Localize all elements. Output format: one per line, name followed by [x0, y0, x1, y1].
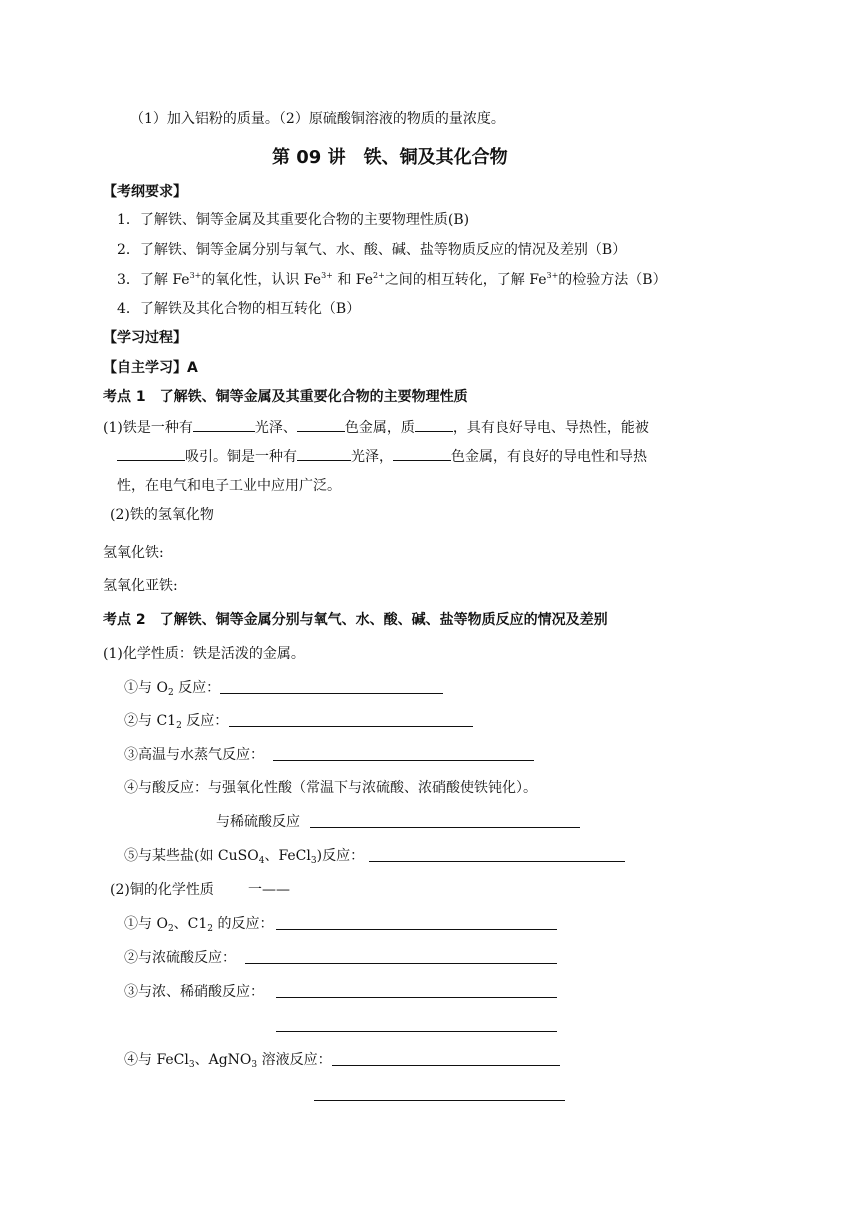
paragraph-continued-2: 性，在电气和电子工业中应用广泛。	[117, 478, 341, 494]
copper-reaction-conc-sulfuric: ②与浓硫酸反应：	[124, 950, 236, 966]
copper-reaction-o2-cl2: ①与 $O_2$、$C1_2$ 的反应：	[124, 916, 274, 934]
copper-chemical-properties: (2)铜的化学性质	[110, 882, 214, 898]
section-heading-self-study: 【自主学习】A	[103, 360, 198, 376]
answer-line[interactable]	[229, 726, 473, 727]
dash-decoration: 一——	[248, 882, 290, 898]
answer-line[interactable]	[314, 1100, 565, 1101]
fill-blank[interactable]	[297, 446, 351, 461]
iron-hydroxide-heading: (2)铁的氢氧化物	[110, 507, 214, 523]
answer-line[interactable]	[332, 1065, 560, 1066]
reaction-cl2: ②与 $C1_2$ 反应：	[124, 713, 229, 731]
reaction-salts: ⑤与某些盐(如 CuSO$_4$、FeCl$_3$)反应：	[124, 848, 365, 866]
question-line: （1）加入铝粉的质量。（2）原硫酸铜溶液的物质的量浓度。	[130, 111, 505, 127]
section-heading-requirements: 【考纲要求】	[103, 184, 187, 200]
requirement-1: 1．了解铁、铜等金属及其重要化合物的主要物理性质(B)	[117, 212, 470, 228]
answer-line[interactable]	[310, 827, 580, 828]
reaction-o2: ①与 $O_2$ 反应：	[124, 680, 221, 698]
answer-line[interactable]	[369, 861, 625, 862]
iron-chemical-properties: (1)化学性质：铁是活泼的金属。	[103, 646, 305, 662]
ferrous-hydroxide-label: 氢氧化亚铁:	[103, 578, 178, 594]
answer-line[interactable]	[220, 693, 443, 694]
requirement-4: 4．了解铁及其化合物的相互转化（B）	[117, 301, 361, 317]
fill-blank[interactable]	[393, 446, 451, 461]
requirement-3: 3．了解 $Fe^{3+}$的氧化性，认识 $Fe^{3+}$ 和 $Fe^{2+}$之间的相互转化，了解 $Fe^{3+}$的检验方法（B）	[117, 271, 667, 288]
fill-blank[interactable]	[297, 417, 345, 432]
answer-line[interactable]	[276, 929, 557, 930]
lesson-title: 第 09 讲 铁、铜及其化合物	[272, 147, 508, 168]
requirement-2: 2．了解铁、铜等金属分别与氧气、水、酸、碱、盐等物质反应的情况及差别（B）	[117, 242, 627, 258]
paragraph-continued: 吸引。铜是一种有 光泽， 色金属，有良好的导电性和导热	[117, 446, 647, 467]
answer-line[interactable]	[276, 997, 557, 998]
answer-line[interactable]	[273, 760, 534, 761]
copper-reaction-salts: ④与 FeCl$_3$、AgNO$_3$ 溶液反应：	[124, 1052, 332, 1070]
topic-1-heading: 考点 1 了解铁、铜等金属及其重要化合物的主要物理性质	[103, 389, 468, 405]
paragraph-iron-copper-properties: (1)铁是一种有 光泽、 色金属，质 ，具有良好导电、导热性，能被	[103, 417, 649, 438]
copper-reaction-nitric: ③与浓、稀硝酸反应：	[124, 984, 264, 1000]
section-heading-process: 【学习过程】	[103, 330, 187, 346]
ferric-hydroxide-label: 氢氧化铁:	[103, 545, 164, 561]
reaction-dilute-sulfuric: 与稀硫酸反应	[216, 814, 300, 830]
topic-2-heading: 考点 2 了解铁、铜等金属分别与氧气、水、酸、碱、盐等物质反应的情况及差别	[103, 612, 608, 628]
reaction-acid: ④与酸反应：与强氧化性酸（常温下与浓硫酸、浓硝酸使铁钝化）。	[124, 780, 537, 796]
answer-line[interactable]	[276, 1031, 557, 1032]
fill-blank[interactable]	[117, 446, 185, 461]
fill-blank[interactable]	[193, 417, 255, 432]
fill-blank[interactable]	[415, 417, 453, 432]
answer-line[interactable]	[245, 963, 557, 964]
reaction-steam: ③高温与水蒸气反应：	[124, 747, 264, 763]
